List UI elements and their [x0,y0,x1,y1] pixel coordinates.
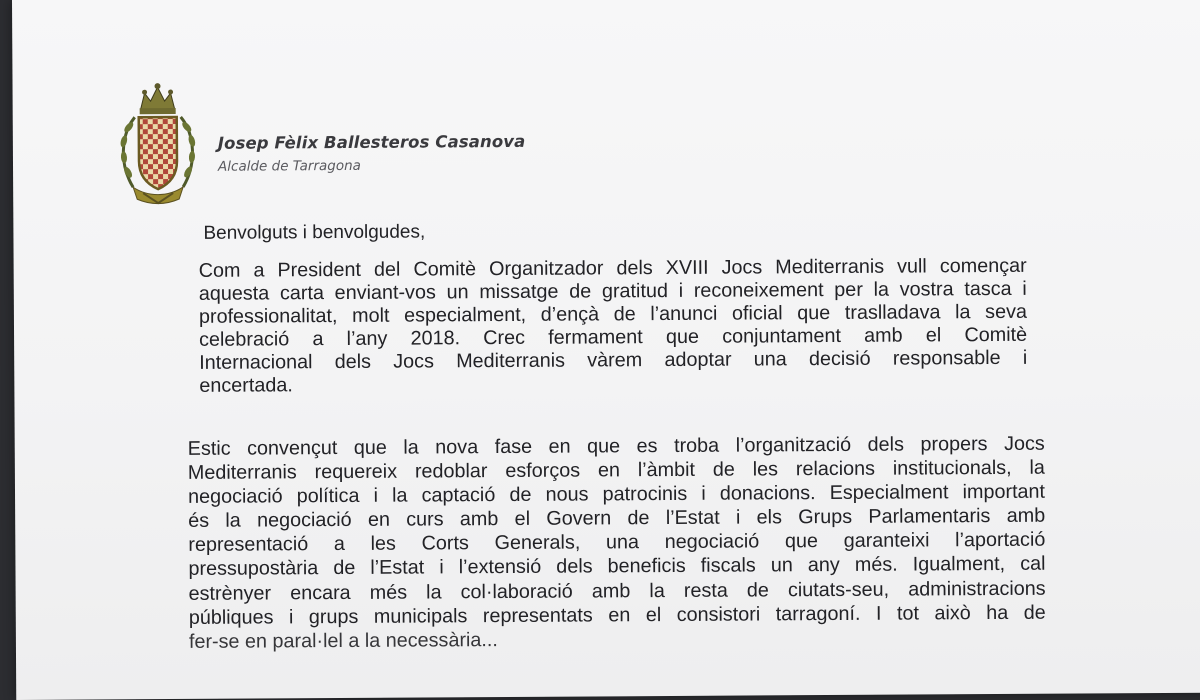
text-line: celebració a l’any 2018. Crec fermament que conjuntament amb el Comitè [199,324,1028,352]
text-line: públiques i grups municipals representats en el consistori tarragoní. I tot això ha de [188,601,1046,629]
text-line: Estic convençut que la nova fase en que es troba l’organització dels propers Jocs [187,432,1045,460]
salutation: Benvolguts i benvolgudes, [203,221,426,244]
paragraph-1 [199,255,1028,399]
text-line: representació a les Corts Generals, una negociació que garanteixi l’aportació [188,529,1046,557]
text-line: és la negociació en curs amb el Govern de l’Estat i els Grups Parlamentaris amb [188,504,1046,533]
text-line: estrènyer encara més la col·laboració amb la resta de ciutats-seu, administracions [188,577,1046,605]
text-line: Internacional dels Jocs Mediterranis vàrem adoptar una decisió responsable i [199,347,1028,375]
paragraph-2 [188,432,1046,654]
text-line: Com a President del Comitè Organitzador dels XVIII Jocs Mediterranis vull començar [198,254,1027,282]
text-line: pressupostària de l’Estat i l’extensió dels beneficis fiscals un any més. Igualment, cal [188,553,1046,581]
text-line: negociació política i la captació de nous patrocinis i donacions. Especialment important [187,480,1046,509]
text-line: aquesta carta enviant-vos un missatge de gratitud i reconeixement per la vostra tasca i [198,277,1027,305]
letter-page [12,0,1200,700]
text-line: Mediterranis requereix redoblar esforços en l’àmbit de les relacions institucionals, la [187,456,1045,485]
tarragona-coat-of-arms-icon [112,79,203,208]
text-line: encertada. [199,374,293,398]
sender-name: Josep Fèlix Ballesteros Casanova [217,131,526,153]
text-line: fer-se en paral·lel a la necessària... [188,628,498,653]
text-line: professionalitat, molt especialment, d’ençà de l’anunci oficial que traslladava la seva [198,300,1027,329]
sender-title: Alcalde de Tarragona [217,157,361,175]
letterhead-sender [218,132,526,175]
